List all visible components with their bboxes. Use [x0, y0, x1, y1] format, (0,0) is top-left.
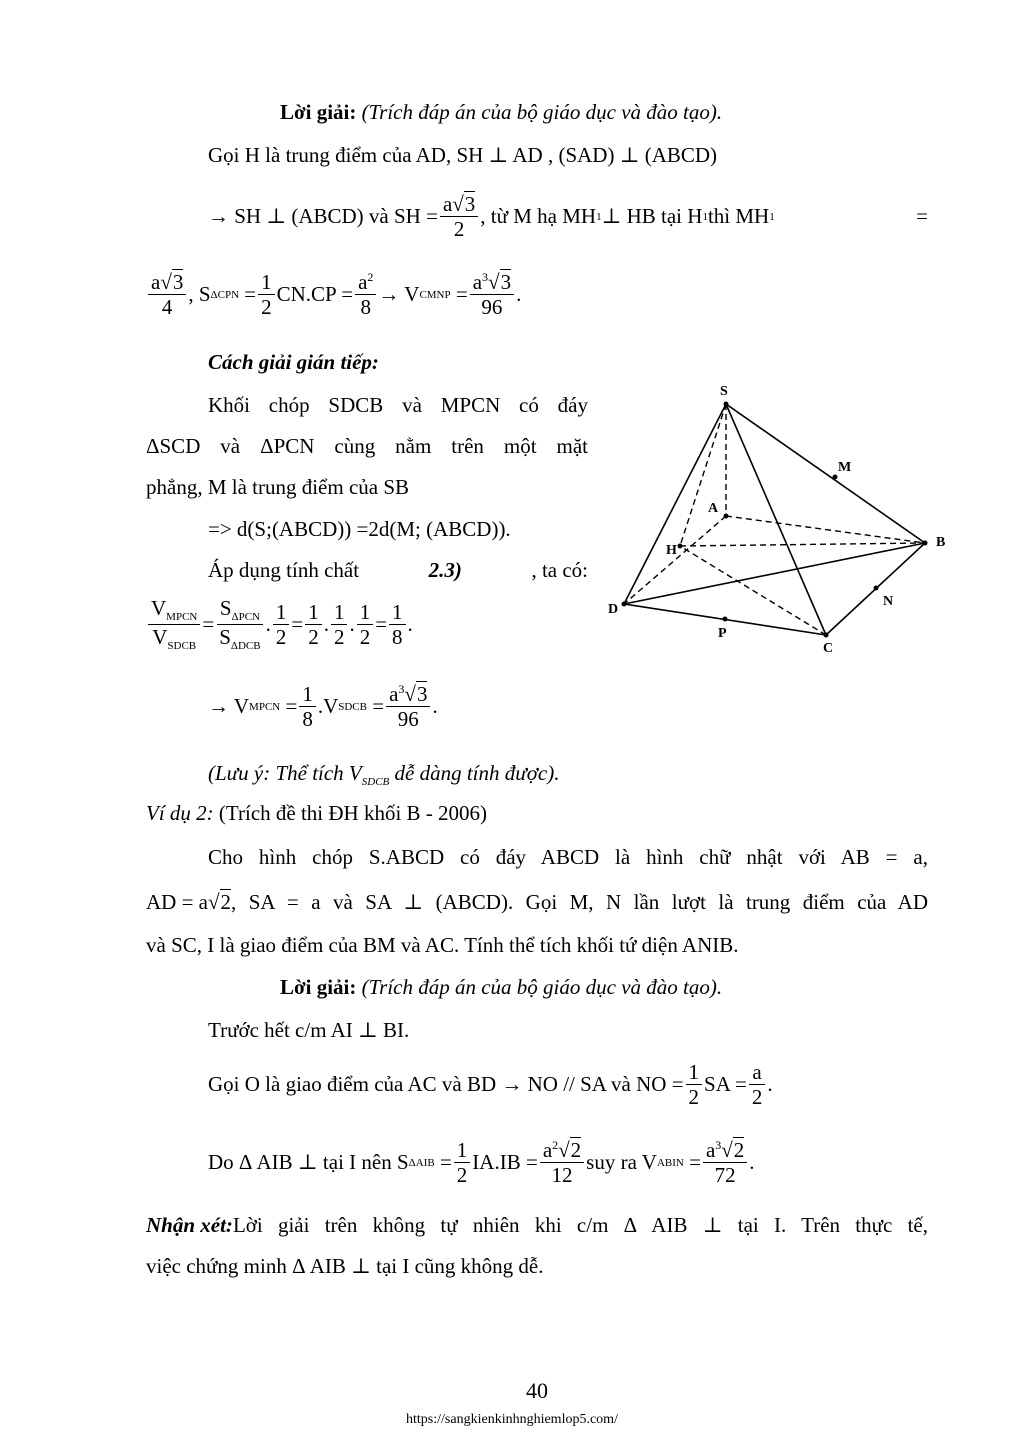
label-b: B — [936, 535, 946, 550]
edge-hb — [680, 543, 925, 546]
solution-heading — [280, 100, 722, 125]
fraction: $\frac{a^3√3}{96}$ — [470, 270, 514, 319]
label-p: P — [718, 626, 727, 641]
formula-line-volume: Do Δ AIB ⊥ tại I nên S ΔAIB = $\frac{1}{2}$ IA.IB = $\frac{a^2√2}{12}$ suy ra V ABIN = $\frac{a^3√2}{72}$ . — [208, 1138, 755, 1188]
edge-ab — [726, 516, 925, 543]
remark-line: Nhận xét: Lời giải trên không tự nhiên khi c/m Δ AIB ⊥ tại I. Trên thực tế, — [146, 1213, 928, 1237]
fraction: $\frac{a^2}{8}$ — [355, 270, 376, 319]
point-h — [678, 544, 683, 549]
example-heading: Ví dụ 2: (Trích đề thi ĐH khối B - 2006) — [146, 801, 488, 825]
point-b — [923, 541, 928, 546]
label-a: A — [708, 501, 719, 516]
paragraph-line: => d(S;(ABCD)) =2d(M; (ABCD)). — [208, 517, 511, 541]
point-d — [622, 602, 627, 607]
edge-ch — [680, 546, 826, 635]
paragraph-line: Cho hình chóp S.ABCD có đáy ABCD là hình chữ nhật với AB = a, — [208, 845, 928, 869]
pyramid-figure — [598, 378, 960, 660]
fraction: $\frac{a√3}{2}$ — [440, 192, 478, 241]
formula-text: → SH ⊥ (ABCD) và SH = — [208, 204, 438, 229]
note-line: (Lưu ý: Thể tích $V_{SDCB}$ dễ dàng tính được). — [208, 761, 560, 789]
page-number: 40 — [526, 1378, 548, 1403]
solution-label: Lời giải: — [280, 100, 357, 124]
solution-heading-2: Lời giải: (Trích đáp án của bộ giáo dục và đào tạo). — [280, 975, 723, 999]
label-m: M — [838, 460, 852, 475]
formula-line-sh: → SH ⊥ (ABCD) và SH = $\frac{a√3}{2}$ , từ M hạ MH 1 ⊥ HB tại H 1 thì MH 1 = — [208, 192, 928, 242]
point-c — [824, 633, 829, 638]
point-s — [724, 402, 729, 407]
footer-url: https://sangkienkinhnghiemlop5.com/ — [406, 1412, 618, 1427]
label-s: S — [720, 384, 728, 399]
point-n — [874, 586, 879, 591]
formula-text: , từ M hạ MH — [480, 204, 597, 229]
section-title: Cách giải gián tiếp: — [208, 350, 379, 374]
text-line: Gọi H là trung điểm của AD, SH ⊥ AD , (SAD) ⊥ (ABCD) — [208, 143, 718, 167]
result-formula: → V MPCN = $\frac{1}{8}$ .V SDCB = $\frac{a^3√3}{96}$ . — [208, 682, 438, 732]
paragraph-line: ΔSCD và ΔPCN cùng nằm trên một mặt — [146, 434, 588, 458]
paragraph-line: và SC, I là giao điểm của BM và AC. Tính thể tích khối tứ diện ANIB. — [146, 933, 739, 957]
label-h: H — [666, 543, 677, 558]
point-a — [724, 514, 729, 519]
paragraph-line: Áp dụng tính chất 2.3) , ta có: — [208, 558, 588, 582]
fraction: $\frac{1}{2}$ — [258, 270, 275, 319]
label-n: N — [883, 594, 894, 609]
paragraph-line: AD = a √ 2 , SA = a và SA ⊥ (ABCD). Gọi M, N lần lượt là trung điểm của AD — [146, 889, 928, 914]
text-line: Trước hết c/m AI ⊥ BI. — [208, 1018, 410, 1042]
label-d: D — [608, 602, 619, 617]
formula-line-no: Gọi O là giao điểm của AC và BD → NO // SA và NO = $\frac{1}{2}$ SA = $\frac{a}{2}$ . — [208, 1060, 773, 1110]
remark-line-2: việc chứng minh Δ AIB ⊥ tại I cũng không dễ. — [146, 1254, 544, 1278]
edge-ad — [624, 516, 726, 604]
ratio-formula: $\frac{V_{MPCN}}{V_{SDCB}}$ = $\frac{S_{\Delta PCN}}{S_{\Delta DCB}}$ . $\frac{1}{2}$ = $\frac{1}{2}$ . $\frac{1}{2}$ . $\frac{1}{2}$ = $\frac{1}{8}$ . — [146, 596, 413, 653]
paragraph-line: Khối chóp SDCB và MPCN có đáy — [208, 393, 588, 417]
formula-line-area: $\frac{a√3}{4}$ , S ΔCPN = $\frac{1}{2}$ CN.CP = $\frac{a^2}{8}$ → V CMNP = $\frac{a^3√3}{96}$ . — [146, 270, 521, 319]
label-c: C — [823, 641, 834, 656]
edge-sh — [680, 404, 726, 546]
point-m — [833, 475, 838, 480]
paragraph-line: phẳng, M là trung điểm của SB — [146, 475, 410, 499]
solution-source: (Trích đáp án của bộ giáo dục và đào tạo). — [361, 100, 723, 124]
point-p — [723, 617, 728, 622]
fraction: $\frac{a√3}{4}$ — [148, 270, 186, 319]
